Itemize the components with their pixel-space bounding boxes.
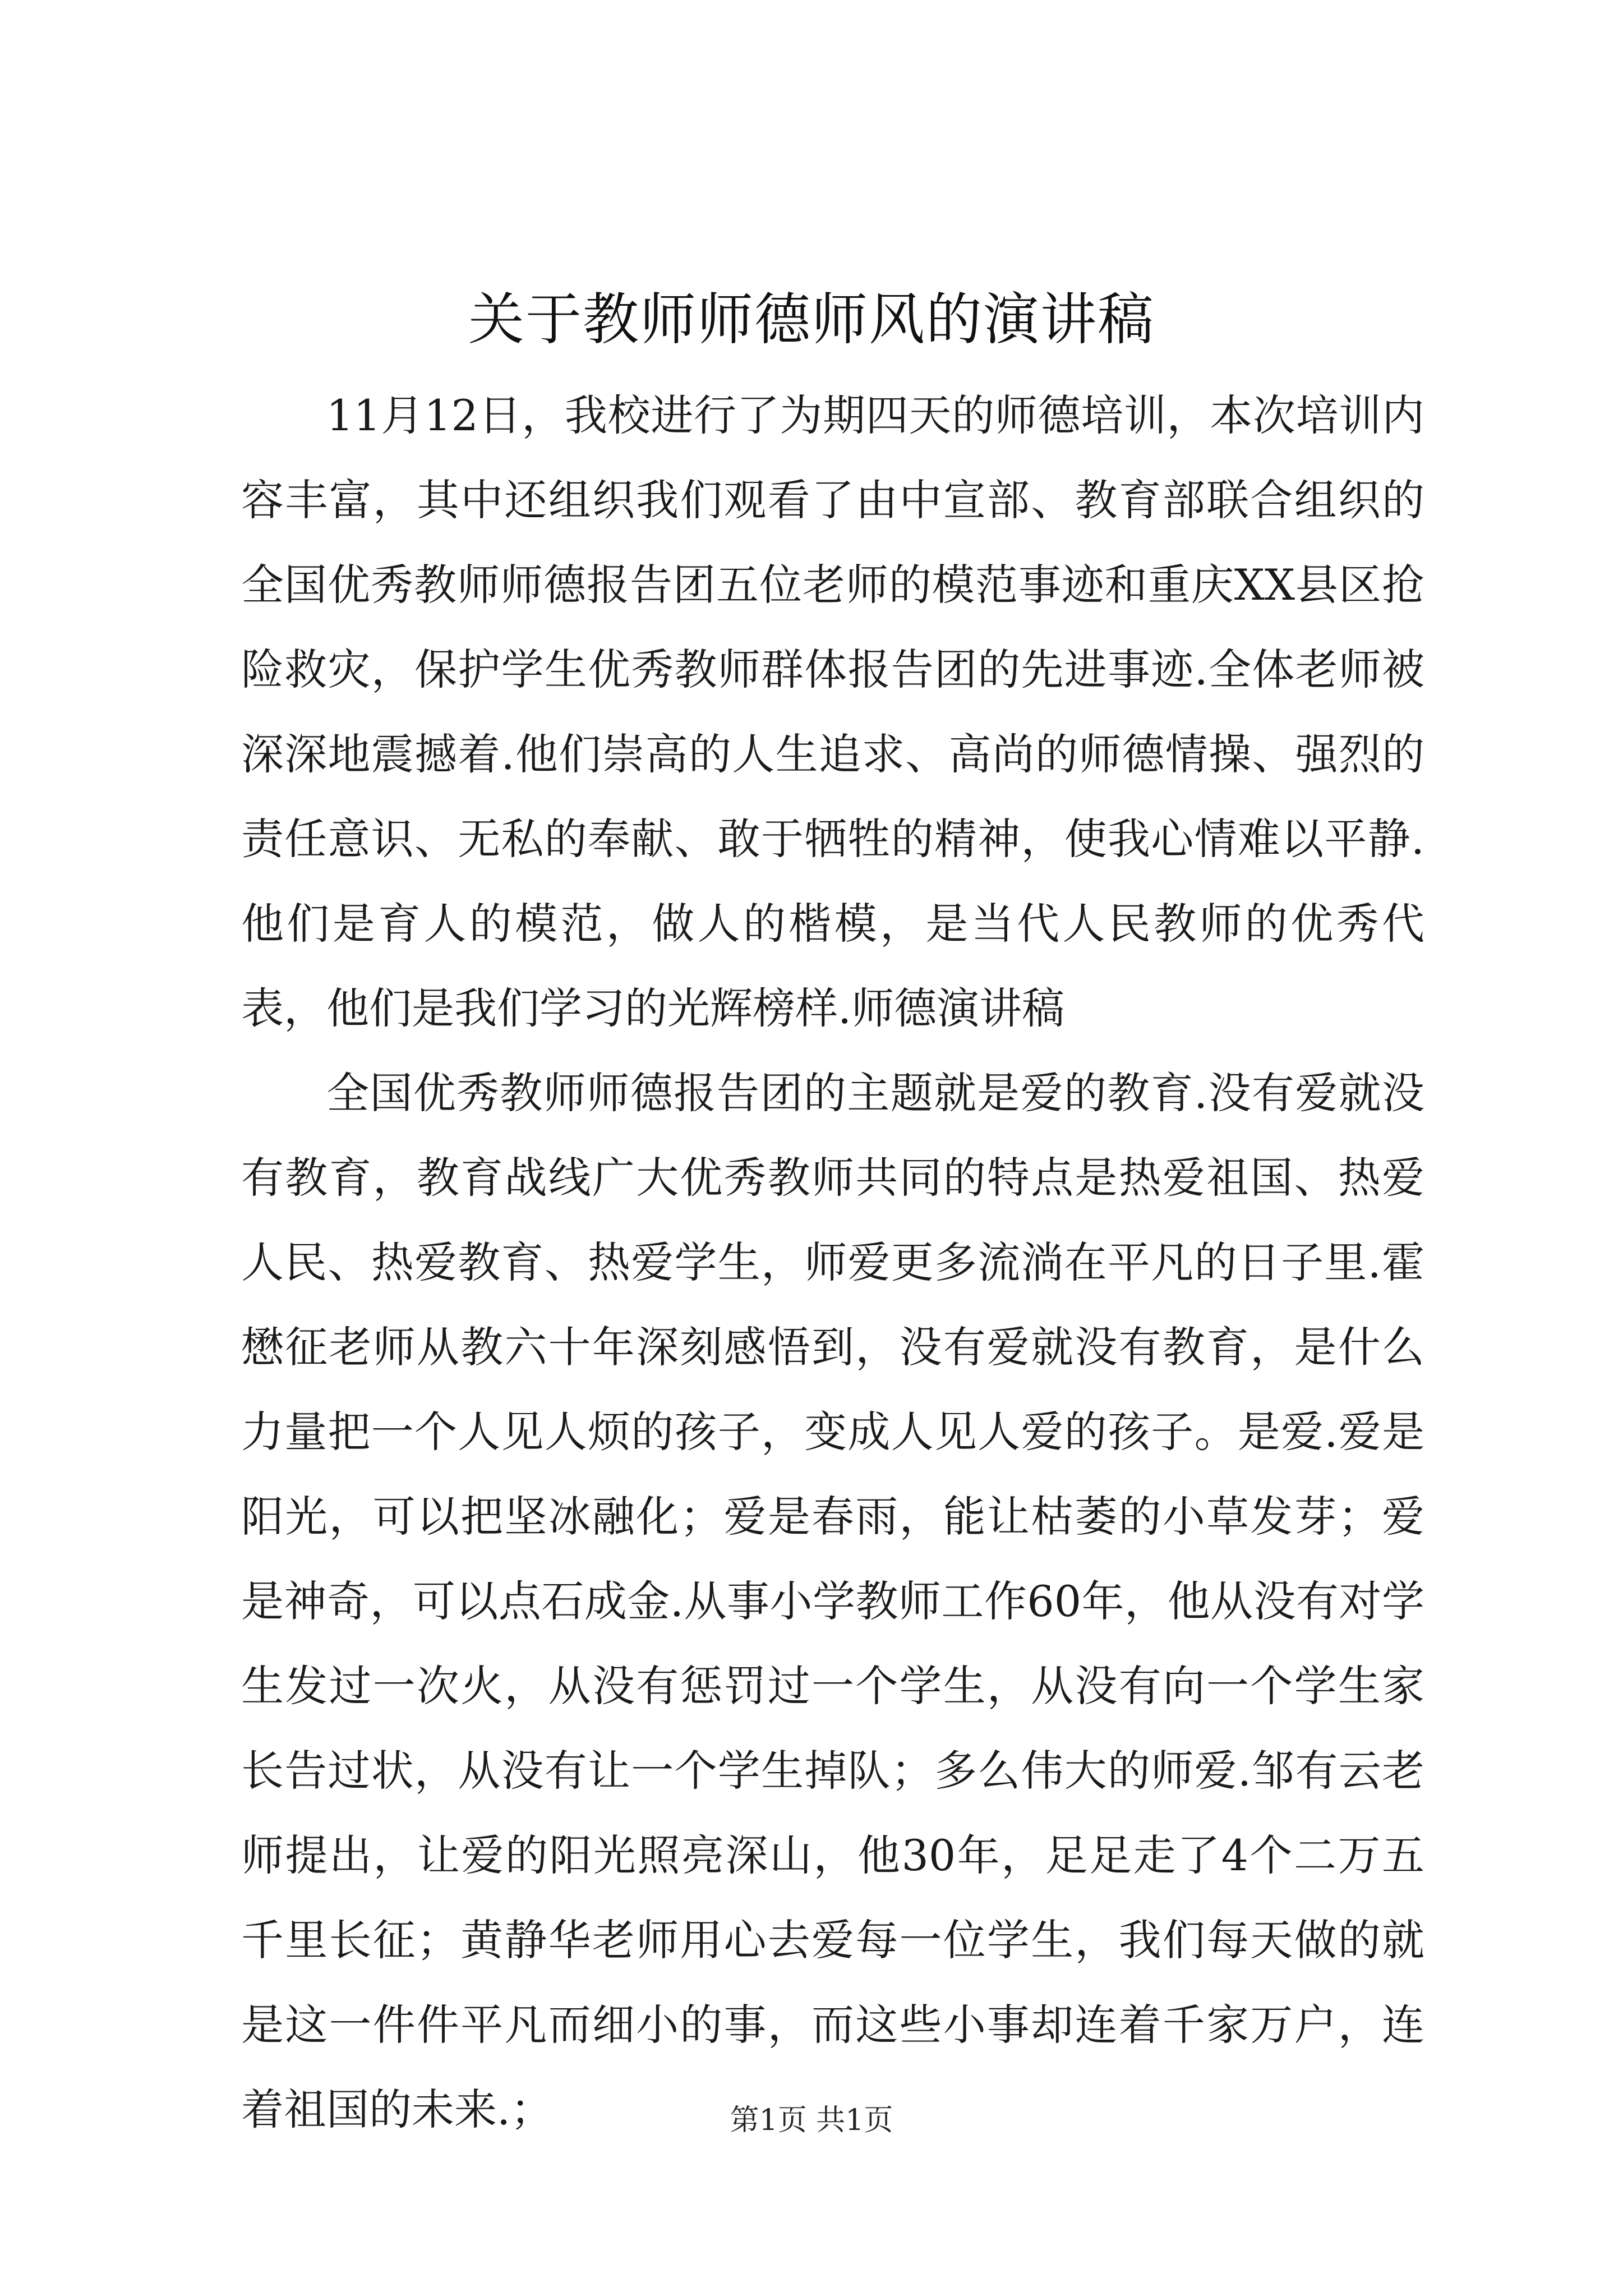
page-footer: 第1页 共1页	[730, 2104, 893, 2137]
document-body	[241, 373, 1424, 2152]
paragraph: 11月12日，我校进行了为期四天的师德培训，本次培训内容丰富，其中还组织我们观看了由中宣部、教育部联合组织的全国优秀教师师德报告团五位老师的模范事迹和重庆XX县区抢险救灾，保护学生优秀教师群体报告团的先进事迹.全体老师被深深地震撼着.他们崇高的人生追求、高尚的师德情操、强烈的责任意识、无私的奉献、敢于牺牲的精神，使我心情难以平静.他们是育人的模范，做人的楷模，是当代人民教师的优秀代表，他们是我们学习的光辉榜样.师德演讲稿	[241, 390, 1424, 1033]
paragraph: 全国优秀教师师德报告团的主题就是爱的教育.没有爱就没有教育，教育战线广大优秀教师共同的特点是热爱祖国、热爱人民、热爱教育、热爱学生，师爱更多流淌在平凡的日子里.霍懋征老师从教六十年深刻感悟到，没有爱就没有教育，是什么力量把一个人见人烦的孩子，变成人见人爱的孩子。是爱.爱是阳光，可以把坚冰融化；爱是春雨，能让枯萎的小草发芽；爱是神奇，可以点石成金.从事小学教师工作60年，他从没有对学生发过一次火，从没有惩罚过一个学生，从没有向一个学生家长告过状，从没有让一个学生掉队；多么伟大的师爱.邹有云老师提出，让爱的阳光照亮深山，他30年，足足走了4个二万五千里长征；黄静华老师用心去爱每一位学生，我们每天做的就是这一件件平凡而细小的事，而这些小事却连着千家万户，连着祖国的未来.；	[241, 1068, 1424, 2134]
document-title: 关于教师师德师风的演讲稿	[468, 287, 1155, 352]
